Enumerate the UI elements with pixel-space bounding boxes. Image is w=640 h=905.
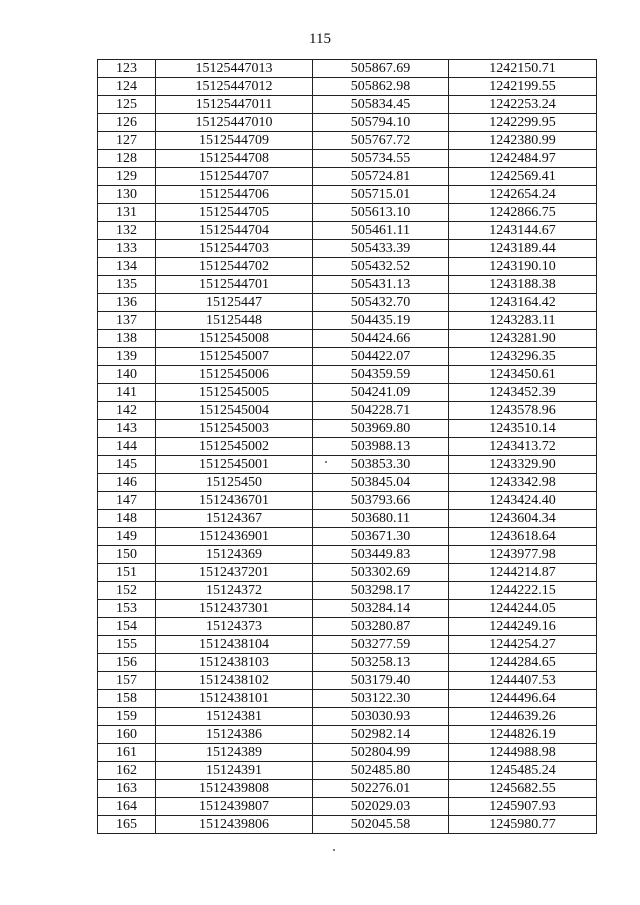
y-coordinate-cell: 1245907.93 xyxy=(449,798,597,816)
x-coordinate-cell: 505794.10 xyxy=(313,114,449,132)
row-number-cell: 123 xyxy=(98,60,156,78)
y-coordinate-cell: 1244826.19 xyxy=(449,726,597,744)
table-row xyxy=(98,420,597,438)
x-coordinate-cell: 505461.11 xyxy=(313,222,449,240)
row-number-cell: 152 xyxy=(98,582,156,600)
table-row xyxy=(98,726,597,744)
row-number-cell: 160 xyxy=(98,726,156,744)
scan-speck xyxy=(333,849,335,851)
point-id-cell: 1512545008 xyxy=(156,330,313,348)
point-id-cell: 1512545005 xyxy=(156,384,313,402)
y-coordinate-cell: 1243510.14 xyxy=(449,420,597,438)
y-coordinate-cell: 1243413.72 xyxy=(449,438,597,456)
table-row xyxy=(98,636,597,654)
y-coordinate-cell: 1244988.98 xyxy=(449,744,597,762)
row-number-cell: 140 xyxy=(98,366,156,384)
table-row xyxy=(98,186,597,204)
y-coordinate-cell: 1242150.71 xyxy=(449,60,597,78)
table-row xyxy=(98,582,597,600)
point-id-cell: 1512437301 xyxy=(156,600,313,618)
y-coordinate-cell: 1243296.35 xyxy=(449,348,597,366)
point-id-cell: 15125448 xyxy=(156,312,313,330)
x-coordinate-cell: 505433.39 xyxy=(313,240,449,258)
point-id-cell: 15124369 xyxy=(156,546,313,564)
table-row xyxy=(98,564,597,582)
y-coordinate-cell: 1242253.24 xyxy=(449,96,597,114)
x-coordinate-cell: 505613.10 xyxy=(313,204,449,222)
row-number-cell: 144 xyxy=(98,438,156,456)
point-id-cell: 1512544703 xyxy=(156,240,313,258)
y-coordinate-cell: 1243164.42 xyxy=(449,294,597,312)
y-coordinate-cell: 1242199.55 xyxy=(449,78,597,96)
point-id-cell: 1512436701 xyxy=(156,492,313,510)
row-number-cell: 137 xyxy=(98,312,156,330)
x-coordinate-cell: 503298.17 xyxy=(313,582,449,600)
point-id-cell: 15124381 xyxy=(156,708,313,726)
table-row xyxy=(98,744,597,762)
x-coordinate-cell: 503122.30 xyxy=(313,690,449,708)
table-row xyxy=(98,780,597,798)
table-row xyxy=(98,366,597,384)
point-id-cell: 1512439807 xyxy=(156,798,313,816)
point-id-cell: 15125450 xyxy=(156,474,313,492)
row-number-cell: 136 xyxy=(98,294,156,312)
x-coordinate-cell: 504241.09 xyxy=(313,384,449,402)
y-coordinate-cell: 1244496.64 xyxy=(449,690,597,708)
row-number-cell: 148 xyxy=(98,510,156,528)
x-coordinate-cell: 503030.93 xyxy=(313,708,449,726)
row-number-cell: 132 xyxy=(98,222,156,240)
y-coordinate-cell: 1245980.77 xyxy=(449,816,597,834)
x-coordinate-cell: 503179.40 xyxy=(313,672,449,690)
y-coordinate-cell: 1244249.16 xyxy=(449,618,597,636)
row-number-cell: 127 xyxy=(98,132,156,150)
table-row xyxy=(98,384,597,402)
y-coordinate-cell: 1244407.53 xyxy=(449,672,597,690)
table-row xyxy=(98,672,597,690)
table-row xyxy=(98,690,597,708)
row-number-cell: 131 xyxy=(98,204,156,222)
point-id-cell: 1512544709 xyxy=(156,132,313,150)
point-id-cell: 1512545001 xyxy=(156,456,313,474)
point-id-cell: 1512438101 xyxy=(156,690,313,708)
table-row xyxy=(98,150,597,168)
y-coordinate-cell: 1243144.67 xyxy=(449,222,597,240)
y-coordinate-cell: 1243452.39 xyxy=(449,384,597,402)
row-number-cell: 158 xyxy=(98,690,156,708)
row-number-cell: 124 xyxy=(98,78,156,96)
point-id-cell: 1512544702 xyxy=(156,258,313,276)
row-number-cell: 163 xyxy=(98,780,156,798)
point-id-cell: 1512437201 xyxy=(156,564,313,582)
y-coordinate-cell: 1243618.64 xyxy=(449,528,597,546)
row-number-cell: 162 xyxy=(98,762,156,780)
point-id-cell: 1512545004 xyxy=(156,402,313,420)
point-id-cell: 15125447 xyxy=(156,294,313,312)
point-id-cell: 15125447012 xyxy=(156,78,313,96)
x-coordinate-cell: 503284.14 xyxy=(313,600,449,618)
y-coordinate-cell: 1243977.98 xyxy=(449,546,597,564)
row-number-cell: 165 xyxy=(98,816,156,834)
x-coordinate-cell: 504359.59 xyxy=(313,366,449,384)
row-number-cell: 149 xyxy=(98,528,156,546)
point-id-cell: 15124386 xyxy=(156,726,313,744)
row-number-cell: 134 xyxy=(98,258,156,276)
point-id-cell: 1512544705 xyxy=(156,204,313,222)
point-id-cell: 1512438102 xyxy=(156,672,313,690)
point-id-cell: 15124372 xyxy=(156,582,313,600)
y-coordinate-cell: 1243329.90 xyxy=(449,456,597,474)
x-coordinate-cell: 503277.59 xyxy=(313,636,449,654)
row-number-cell: 133 xyxy=(98,240,156,258)
table-row xyxy=(98,96,597,114)
table-row xyxy=(98,798,597,816)
row-number-cell: 153 xyxy=(98,600,156,618)
row-number-cell: 161 xyxy=(98,744,156,762)
x-coordinate-cell: 502276.01 xyxy=(313,780,449,798)
x-coordinate-cell: 503671.30 xyxy=(313,528,449,546)
table-row xyxy=(98,258,597,276)
table-row xyxy=(98,168,597,186)
x-coordinate-cell: 503258.13 xyxy=(313,654,449,672)
row-number-cell: 164 xyxy=(98,798,156,816)
table-row xyxy=(98,708,597,726)
table-row xyxy=(98,132,597,150)
row-number-cell: 129 xyxy=(98,168,156,186)
point-id-cell: 1512439806 xyxy=(156,816,313,834)
x-coordinate-cell: 505862.98 xyxy=(313,78,449,96)
point-id-cell: 15125447011 xyxy=(156,96,313,114)
y-coordinate-cell: 1244222.15 xyxy=(449,582,597,600)
y-coordinate-cell: 1245485.24 xyxy=(449,762,597,780)
y-coordinate-cell: 1243189.44 xyxy=(449,240,597,258)
row-number-cell: 128 xyxy=(98,150,156,168)
scan-speck xyxy=(325,461,327,463)
table-row xyxy=(98,60,597,78)
x-coordinate-cell: 504422.07 xyxy=(313,348,449,366)
table-row xyxy=(98,492,597,510)
y-coordinate-cell: 1243450.61 xyxy=(449,366,597,384)
row-number-cell: 135 xyxy=(98,276,156,294)
x-coordinate-cell: 504435.19 xyxy=(313,312,449,330)
point-id-cell: 1512544704 xyxy=(156,222,313,240)
row-number-cell: 142 xyxy=(98,402,156,420)
table-row xyxy=(98,348,597,366)
x-coordinate-cell: 504424.66 xyxy=(313,330,449,348)
y-coordinate-cell: 1243342.98 xyxy=(449,474,597,492)
point-id-cell: 1512545007 xyxy=(156,348,313,366)
table-row xyxy=(98,204,597,222)
table-row xyxy=(98,294,597,312)
row-number-cell: 157 xyxy=(98,672,156,690)
y-coordinate-cell: 1243190.10 xyxy=(449,258,597,276)
x-coordinate-cell: 505867.69 xyxy=(313,60,449,78)
y-coordinate-cell: 1243424.40 xyxy=(449,492,597,510)
row-number-cell: 154 xyxy=(98,618,156,636)
row-number-cell: 141 xyxy=(98,384,156,402)
x-coordinate-cell: 505734.55 xyxy=(313,150,449,168)
y-coordinate-cell: 1242380.99 xyxy=(449,132,597,150)
table-row xyxy=(98,114,597,132)
table-row xyxy=(98,546,597,564)
point-id-cell: 15124373 xyxy=(156,618,313,636)
coordinates-table xyxy=(97,59,597,834)
y-coordinate-cell: 1245682.55 xyxy=(449,780,597,798)
y-coordinate-cell: 1243281.90 xyxy=(449,330,597,348)
point-id-cell: 15125447010 xyxy=(156,114,313,132)
page-number: 115 xyxy=(309,31,331,47)
y-coordinate-cell: 1244639.26 xyxy=(449,708,597,726)
x-coordinate-cell: 502029.03 xyxy=(313,798,449,816)
x-coordinate-cell: 505431.13 xyxy=(313,276,449,294)
x-coordinate-cell: 505432.52 xyxy=(313,258,449,276)
x-coordinate-cell: 504228.71 xyxy=(313,402,449,420)
y-coordinate-cell: 1243578.96 xyxy=(449,402,597,420)
y-coordinate-cell: 1243188.38 xyxy=(449,276,597,294)
point-id-cell: 1512436901 xyxy=(156,528,313,546)
x-coordinate-cell: 503793.66 xyxy=(313,492,449,510)
point-id-cell: 1512544706 xyxy=(156,186,313,204)
point-id-cell: 15124367 xyxy=(156,510,313,528)
row-number-cell: 156 xyxy=(98,654,156,672)
point-id-cell: 1512545006 xyxy=(156,366,313,384)
y-coordinate-cell: 1242299.95 xyxy=(449,114,597,132)
point-id-cell: 1512438103 xyxy=(156,654,313,672)
x-coordinate-cell: 505432.70 xyxy=(313,294,449,312)
table-row xyxy=(98,528,597,546)
x-coordinate-cell: 502982.14 xyxy=(313,726,449,744)
row-number-cell: 159 xyxy=(98,708,156,726)
y-coordinate-cell: 1242654.24 xyxy=(449,186,597,204)
table-row xyxy=(98,762,597,780)
y-coordinate-cell: 1242866.75 xyxy=(449,204,597,222)
table-row xyxy=(98,222,597,240)
table-row xyxy=(98,438,597,456)
table-row xyxy=(98,276,597,294)
row-number-cell: 150 xyxy=(98,546,156,564)
x-coordinate-cell: 503845.04 xyxy=(313,474,449,492)
row-number-cell: 151 xyxy=(98,564,156,582)
point-id-cell: 15124389 xyxy=(156,744,313,762)
x-coordinate-cell: 505767.72 xyxy=(313,132,449,150)
x-coordinate-cell: 503853.30 xyxy=(313,456,449,474)
point-id-cell: 1512545002 xyxy=(156,438,313,456)
row-number-cell: 130 xyxy=(98,186,156,204)
table-row xyxy=(98,240,597,258)
row-number-cell: 139 xyxy=(98,348,156,366)
x-coordinate-cell: 503680.11 xyxy=(313,510,449,528)
table-row xyxy=(98,312,597,330)
x-coordinate-cell: 503988.13 xyxy=(313,438,449,456)
row-number-cell: 146 xyxy=(98,474,156,492)
row-number-cell: 125 xyxy=(98,96,156,114)
table-row xyxy=(98,78,597,96)
coordinates-table-body xyxy=(98,60,597,834)
point-id-cell: 1512544707 xyxy=(156,168,313,186)
x-coordinate-cell: 503969.80 xyxy=(313,420,449,438)
y-coordinate-cell: 1243283.11 xyxy=(449,312,597,330)
y-coordinate-cell: 1244284.65 xyxy=(449,654,597,672)
x-coordinate-cell: 502485.80 xyxy=(313,762,449,780)
x-coordinate-cell: 502804.99 xyxy=(313,744,449,762)
point-id-cell: 1512545003 xyxy=(156,420,313,438)
row-number-cell: 126 xyxy=(98,114,156,132)
table-row xyxy=(98,816,597,834)
y-coordinate-cell: 1244214.87 xyxy=(449,564,597,582)
row-number-cell: 143 xyxy=(98,420,156,438)
row-number-cell: 145 xyxy=(98,456,156,474)
point-id-cell: 1512439808 xyxy=(156,780,313,798)
point-id-cell: 15125447013 xyxy=(156,60,313,78)
table-row xyxy=(98,330,597,348)
row-number-cell: 138 xyxy=(98,330,156,348)
point-id-cell: 1512544701 xyxy=(156,276,313,294)
table-row xyxy=(98,510,597,528)
y-coordinate-cell: 1244244.05 xyxy=(449,600,597,618)
point-id-cell: 1512438104 xyxy=(156,636,313,654)
row-number-cell: 155 xyxy=(98,636,156,654)
x-coordinate-cell: 505715.01 xyxy=(313,186,449,204)
y-coordinate-cell: 1243604.34 xyxy=(449,510,597,528)
table-row xyxy=(98,402,597,420)
x-coordinate-cell: 505724.81 xyxy=(313,168,449,186)
y-coordinate-cell: 1242569.41 xyxy=(449,168,597,186)
point-id-cell: 1512544708 xyxy=(156,150,313,168)
x-coordinate-cell: 503449.83 xyxy=(313,546,449,564)
y-coordinate-cell: 1242484.97 xyxy=(449,150,597,168)
table-row xyxy=(98,654,597,672)
y-coordinate-cell: 1244254.27 xyxy=(449,636,597,654)
x-coordinate-cell: 503302.69 xyxy=(313,564,449,582)
point-id-cell: 15124391 xyxy=(156,762,313,780)
table-row xyxy=(98,618,597,636)
x-coordinate-cell: 505834.45 xyxy=(313,96,449,114)
table-row xyxy=(98,474,597,492)
table-row xyxy=(98,456,597,474)
row-number-cell: 147 xyxy=(98,492,156,510)
x-coordinate-cell: 503280.87 xyxy=(313,618,449,636)
x-coordinate-cell: 502045.58 xyxy=(313,816,449,834)
table-row xyxy=(98,600,597,618)
